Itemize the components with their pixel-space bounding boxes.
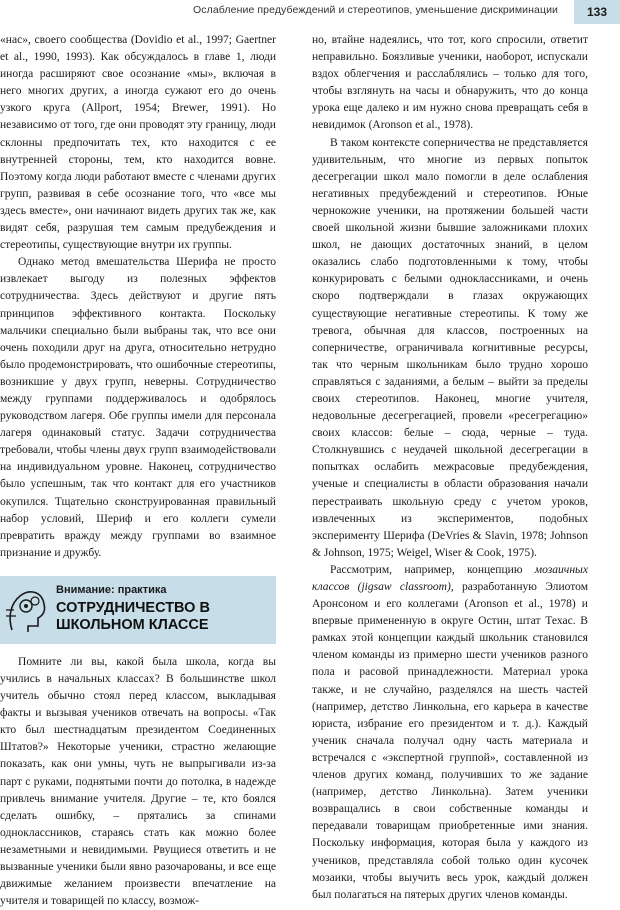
page-number: 133 xyxy=(574,0,620,24)
paragraph xyxy=(312,562,588,904)
running-title: Ослабление предубеждений и стереотипов, уменьшение дискриминации xyxy=(192,4,558,16)
left-column xyxy=(0,32,276,910)
paragraph: В таком контексте соперничества не представляется удивительным, что многие из первых попыток десегрегации школ мало помогли в деле ослабления негативных предубеждений и стереотипов. Юные чернокожие ученики, на протяжении большей части своей школьной жизни бывшие заложниками плохих школ, не дающих достаточных знаний, в целом оказались слабо подготовленными к тому, чтобы конкурировать с белыми одноклассниками, и очень скоро подтверждали в глазах окружающих существующие негативные стереотипы. К тому же тревога, обычная для классов, построенных на соперничестве, ограничивала когнитивные ресурсы, так что черным школьникам было трудно хорошо справляться с заданиями, а белым – выйти за пределы своих стереотипов. Наконец, многие учителя, недовольные десегрегацией, провели «ресегрегацию» своих классов: белые – сюда, черные – туда. Столкнувшись с неудачей школьной десегрегации в попытках ослабить межрасовые предубеждения, ученые и специалисты в области образования начали перестраивать школьную среду с учетом уроков, извлеченных из экспериментов, подобных эксперименту Шерифа (DeVries & Slavin, 1978; Johnson & Johnson, 1975; Weigel, Wiser & Cook, 1975). xyxy=(312,136,588,559)
right-column xyxy=(312,32,588,904)
paragraph-start: Рассмотрим, например, концепцию xyxy=(330,563,523,576)
term-jigsaw: мозаичных классов (jigsaw classroom), xyxy=(312,563,588,593)
paragraph-rest: разработанную Элиотом Аронсоном и его коллегами (Aronson et al., 1978) и впервые примененную в округе Остин, штат Техас. В рамках этой концепции каждый школьник становился членом команды из примерно шести учеников разного пола и расовой принадлежности. Материал урока также, и не случайно, разделялся на шесть частей (например, детство Линкольна, его карьера в качестве юриста, избрание его президентом и т. д.). Каждый ученик сначала получал одну часть материала и встречался с «экспертной группой», составленной из членов других команд, получивших то же задание (например, детство Линкольна). Затем ученики возвращались в свои собственные команды и передавали товарищам приобретенные ими знания. Поскольку информация, которая была у каждого из учеников, представляла собой только один кусочек мозаики, чтобы выучить весь урок, каждый должен был полагаться на пятерых других членов команды. xyxy=(312,581,589,901)
practice-label: Внимание: практика xyxy=(56,583,167,596)
paragraph: «нас», своего сообщества (Dovidio et al., 1997; Gaertner et al., 1990, 1993). Как обсуждалось в главе 1, люди иногда расширяют свое осознание «мы», включая в него многих других, а иногда сужают его до очень узкого круга (Allport, 1954; Brewer, 1991). Но независимо от того, где они проводят эту границу, люди склонны предпочитать тех, кто находится с ее внутренней стороны, тем, кто находится вовне. Поэтому когда люди работают вместе с членами других групп, развивая в себе осознание того, что «все мы здесь вместе», они начинают видеть других так же, как видят себя, разрушая тем самым предубеждения и стереотипы, существующие внутри их группы. xyxy=(0,34,276,252)
paragraph: Однако метод вмешательства Шерифа не просто извлекает выгоду из полезных эффектов сотрудничества. Здесь действуют и другие пять принципов эффективного контакта. Поскольку мальчики специально были выбраны так, что все они очень походили друг на друга, относительно нетрудно было продемонстрировать, что ошибочные стереотипы, возникшие у двух групп, неверны. Сотрудничество между группами поддерживалось и одобрялось руководством лагеря. Обе группы имели для персонала лагеря одинаковый статус. Задачи сотрудничества требовали, чтобы члены двух групп взаимодействовали на индивидуальном уровне. Наконец, сотрудничество было успешным, так что контакт для его участников окупился. Тщательно сконструированная правильный набор условий, Шериф и его коллеги сумели превратить вражду между группами во взаимное признание и дружбу. xyxy=(0,256,276,559)
running-header xyxy=(0,0,620,22)
paragraph: Помните ли вы, какой была школа, когда вы учились в начальных классах? В большинстве школ учитель обычно стоял перед классом, выкладывая факты и вызывая учеников отвечать на вопросы. «Так кто был шестнадцатым президентом Соединенных Штатов?» Некоторые ученики, страстно желающие показать, как они умны, чуть не выпрыгивали из-за парт с руками, поднятыми почти до потолка, в надежде привлечь внимание учителя. Другие – те, кто боялся сделать ошибку, – прятались за спинами одноклассников, стараясь стать как можно более незаметными и невидимыми. Рвущиеся ответить и не вызванные ученики были явно разочарованы, и все еще движимые желанием произвести впечатление на учителя и товарищей по классу, возмож- xyxy=(0,655,276,908)
head-with-gears-icon xyxy=(4,582,48,638)
practice-box xyxy=(0,576,276,644)
practice-title: СОТРУДНИЧЕСТВО В ШКОЛЬНОМ КЛАССЕ xyxy=(56,599,210,633)
paragraph: но, втайне надеялись, что тот, кого спросили, ответит неправильно. Боязливые ученики, наоборот, испускали вздох облегчения и расслаблялись – только для того, чтобы взглянуть на часы и обнаружить, что до конца урока еще далеко и им нужно снова превращать себя в невидимок (Aronson et al., 1978). xyxy=(312,34,588,132)
